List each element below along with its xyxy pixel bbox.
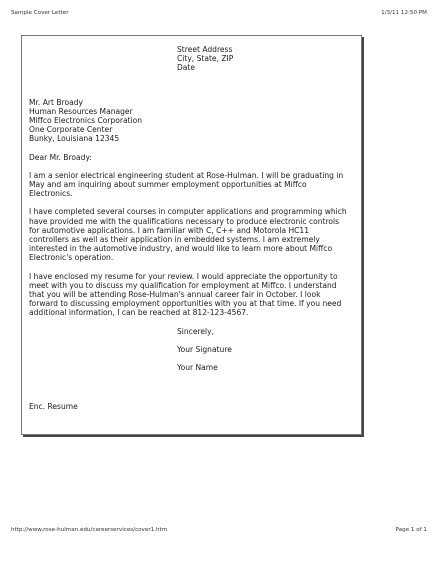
paragraph-line: meet with you to discuss my qualification for employment at Miffco. I understand <box>29 280 337 290</box>
paragraph-line: for automotive applications. I am familiar with C, C++ and Motorola HC11 <box>29 225 310 235</box>
recipient-name: Mr. Art Broady <box>29 97 83 107</box>
print-header-datetime: 1/3/11 12:50 PM <box>381 10 427 16</box>
letter-body <box>29 45 355 411</box>
recipient-title: Human Resources Manager <box>29 106 133 116</box>
letter-frame <box>21 35 362 435</box>
sender-street: Street Address <box>177 45 233 54</box>
print-header-title: Sample Cover Letter <box>11 10 69 16</box>
enclosure-note: Enc. Resume <box>29 402 78 412</box>
recipient-street: One Corporate Center <box>29 125 113 135</box>
paragraph-line: have provided me with the qualifications necessary to produce electronic controls <box>29 216 340 226</box>
letter-date: Date <box>177 63 196 73</box>
sender-address <box>177 45 355 73</box>
signer-name: Your Name <box>177 363 218 373</box>
paragraph-3 <box>29 272 355 318</box>
paragraph-line: forward to discussing employment opportunities with you at that time. If you need <box>29 299 342 309</box>
closing: Sincerely, <box>177 326 215 336</box>
paragraph-line: Electronic's operation. <box>29 253 114 263</box>
paragraph-line: I am a senior electrical engineering student at Rose-Hulman. I will be graduating in <box>29 170 344 180</box>
paragraph-line: additional information, I can be reached at 812-123-4567. <box>29 308 249 318</box>
print-footer-page: Page 1 of 1 <box>395 527 427 533</box>
paragraph-line: Electronics. <box>29 189 73 199</box>
sender-city-state-zip: City, State, ZIP <box>177 54 234 64</box>
paragraph-line: I have completed several courses in computer applications and programming which <box>29 207 347 217</box>
signature: Your Signature <box>177 344 232 354</box>
salutation: Dear Mr. Broady: <box>29 152 92 162</box>
paragraph-line: interested in the automotive industry, and would like to learn more about Miffco <box>29 244 333 254</box>
recipient-city: Bunky, Louisiana 12345 <box>29 134 120 144</box>
paragraph-line: that you will be attending Rose-Hulman's annual career fair in October. I look <box>29 290 321 300</box>
paragraph-line: I have enclosed my resume for your review. I would appreciate the opportunity to <box>29 271 338 281</box>
recipient-address <box>29 98 355 144</box>
paragraph-line: May and am inquiring about summer employment opportunities at Miffco <box>29 180 307 190</box>
paragraph-1 <box>29 171 355 199</box>
paragraph-line: controllers as well as their application in embedded systems. I am extremely <box>29 235 320 245</box>
print-footer-url: http://www.rose-hulman.edu/careerservices/cover1.htm <box>11 527 168 533</box>
recipient-company: Miffco Electronics Corporation <box>29 116 143 126</box>
paragraph-2 <box>29 207 355 262</box>
